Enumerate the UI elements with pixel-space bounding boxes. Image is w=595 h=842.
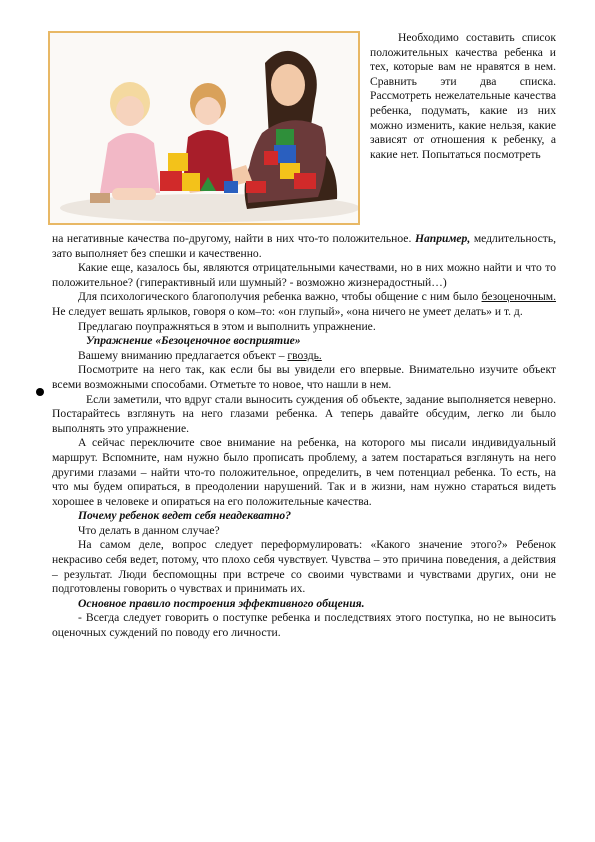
example-label: Например,: [414, 232, 471, 245]
paragraph-6: Посмотрите на него так, как если бы вы увидели его впервые. Внимательно изучите объект всеми возможными способами. Отметьте то новое, что нашли в нем.: [52, 363, 556, 391]
p3-b: Не следует вешать ярлыков, говоря о ком–то: «он глупый», «она ничего не умеет делать» и т. д.: [52, 304, 523, 318]
p3-underlined: безоценочным.: [481, 290, 557, 304]
paragraph-7: Если заметили, что вдруг стали выносить суждения об объекте, задание выполняется неверно. Постарайтесь взглянуть на него глазами ребенка. А теперь давайте обсудим, легко ли было выполнять это упражнение.: [52, 392, 556, 435]
p3-a: Для психологического благополучия ребенка важно, чтобы общение с ним было: [78, 290, 479, 304]
main-body: [52, 232, 556, 641]
paragraph-8: А сейчас переключите свое внимание на ребенка, на которого мы писали индивидуальный маршрут. Вспомните, нам нужно было прописать проблему, а затем постараться взглянуть на него другими глазами – найти что-то положительное, определить, в чем потенциал ребенка. То есть, на что мы будем опираться, в преодолении нарушений. Так и в жизни, нам нужно стараться видеть хорошее в человеке и опираться на его положительные качества.: [52, 436, 556, 508]
exercise-title: Упражнение «Безоценочное восприятие»: [86, 334, 301, 348]
children-playing-photo: [48, 31, 360, 225]
heading-rule: Основное правило построения эффективного общения.: [78, 596, 365, 610]
paragraph-4: Предлагаю поупражняться в этом и выполнить упражнение.: [78, 319, 376, 333]
intro-paragraph: Необходимо составить список положительных качества ребенка и тех, которые вам не нравятся в нем. Сравнить эти два списка. Рассмотреть нежелательные качества ребенка, подумать, какие из них можно изменить, какие нельзя, какие зависят от отношения к ребенку, а какие нет. Попытаться посмотреть: [370, 31, 556, 161]
paragraph-2: Какие еще, казалось бы, являются отрицательными качествами, но в них можно найти и что то положительное? (гиперактивный или шумный? - возможно жизнерадостный…): [52, 261, 556, 289]
bullet-icon: [36, 388, 44, 396]
paragraph-1: [52, 232, 556, 261]
paragraph-11: - Всегда следует говорить о поступке ребенка и последствиях этого поступка, но не выносить оценочных суждений по поводу его личности.: [52, 611, 556, 640]
photo-illustration: [50, 33, 358, 223]
paragraph-5: [52, 349, 556, 364]
paragraph-10: На самом деле, вопрос следует переформулировать: «Какого значение этого?» Ребенок некрасиво себя ведет, потому, что плохо себя чувствует. Чувства – это причина поведения, а действия – результат. Люди беспомощны при встрече со своими чувствами и чувствами других, они не подготовлены говорить о чувствах и принимать их.: [52, 538, 556, 596]
p5-underlined: гвоздь.: [287, 348, 322, 362]
paragraph-9: Что делать в данном случае?: [78, 523, 220, 537]
intro-side-column: [370, 31, 556, 162]
p1-text: на негативные качества по-другому, найти в них что-то положительное.: [52, 232, 412, 245]
p5-a: Вашему вниманию предлагается объект –: [78, 348, 285, 362]
p1-end: медлительность, зато выполняет без спешки и качественно.: [52, 232, 557, 260]
heading-why: Почему ребенок ведет себя неадекватно?: [78, 509, 292, 523]
paragraph-3: [52, 290, 556, 319]
